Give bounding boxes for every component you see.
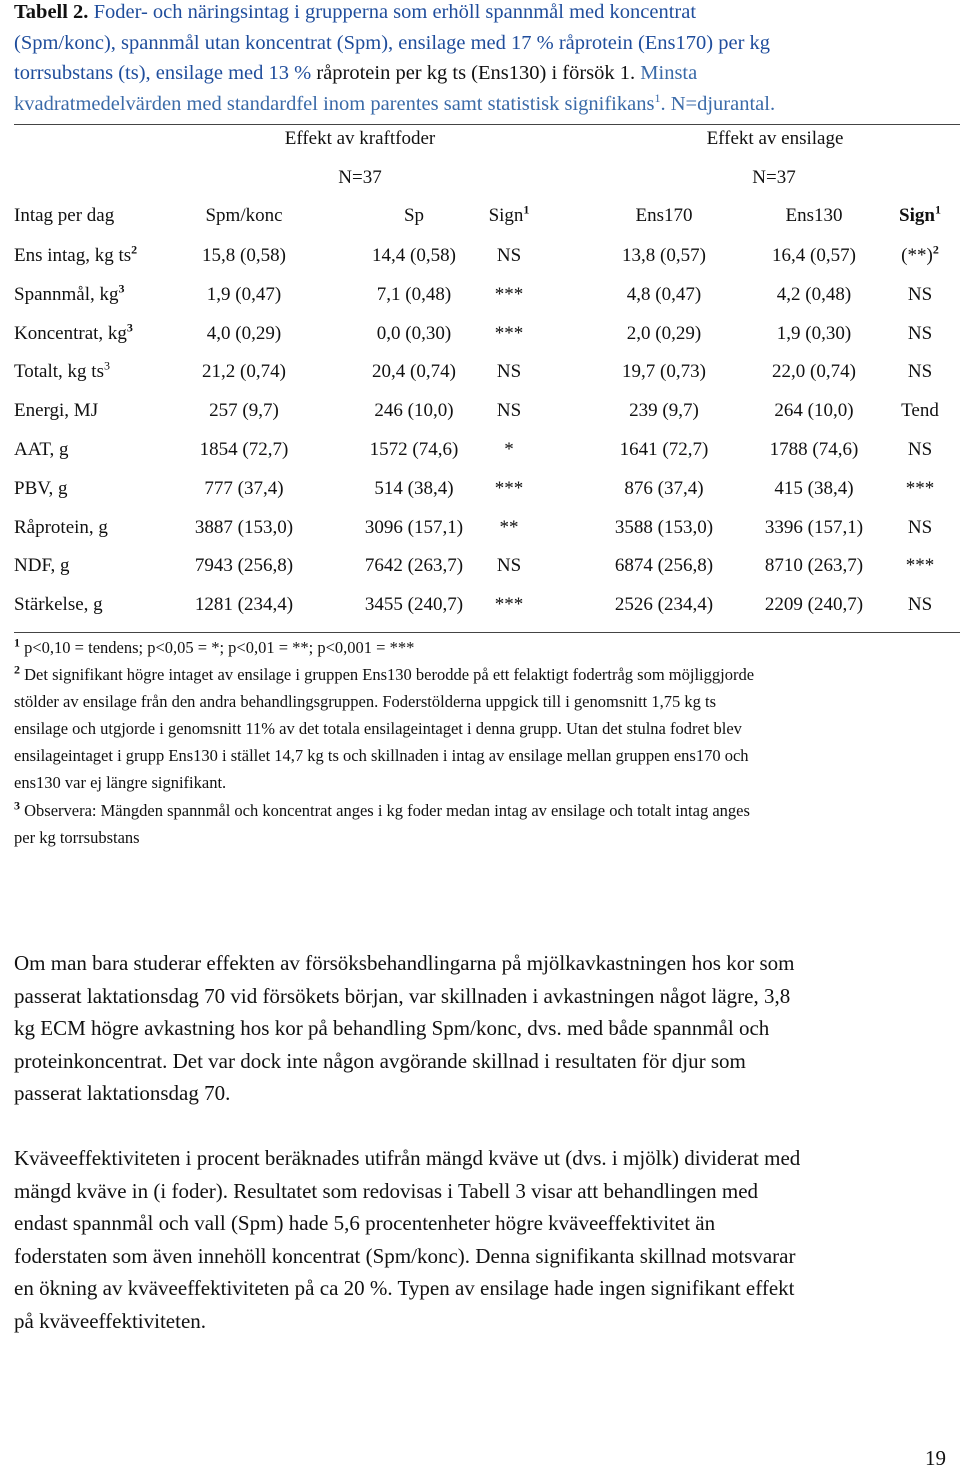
table-cell: 14,4 (0,58): [372, 245, 456, 266]
table-cell: NS: [907, 439, 933, 460]
table-cell: 2209 (240,7): [764, 594, 864, 616]
caption-sup: 1: [654, 90, 661, 105]
table-cell: 777 (37,4): [204, 477, 284, 499]
header-ens170: Ens170: [635, 205, 693, 226]
table-cell: ***: [905, 555, 935, 577]
table-cell: 21,2 (0,74): [202, 361, 286, 383]
table-cell: 0,0 (0,30): [376, 322, 452, 344]
table-cell: 16,4 (0,57): [772, 245, 856, 266]
footnote-3: $^3$ Observera: Mängden spannmål och koncentrat anges i kg foder medan intag av ensilage och totalt intag anges per kg torrsubstans: [14, 798, 750, 847]
table-cell: 1641 (72,7): [619, 439, 709, 460]
table-cell: NS: [496, 400, 522, 422]
row-label: Ens intag, kg $ts^2$: [14, 242, 138, 266]
table-cell: 7,1 (0,48): [376, 283, 452, 305]
table-cell: ***: [494, 477, 524, 499]
header-ens130: Ens130: [785, 205, 843, 226]
table-cell: 264 (10,0): [774, 400, 854, 422]
caption-line1: Foder- och näringsintag i grupperna som erhöll spannmål med koncentrat: [88, 1, 697, 23]
table-cell: 4,0 (0,29): [206, 322, 282, 344]
table-top-rule: [14, 124, 960, 125]
row-label: Totalt, kg $ts^3$: [14, 359, 110, 383]
table-row: [14, 439, 960, 469]
table-cell: NS: [907, 516, 933, 538]
table-cell: 514 (38,4): [374, 477, 454, 499]
table-cell: 15,8 (0,58): [202, 245, 286, 266]
header-sign-2: Sign$^1$: [899, 202, 941, 226]
paragraph-1: Om man bara studerar effekten av försöksbehandlingarna på mjölkavkastningen hos kor som passerat laktationsdag 70 vid försökets början, var skillnaden i avkastningen något lägre, 3,8 kg ECM högre avkastning hos kor på behandling Spm/konc, dvs. med både spannmål och proteinkoncentrat. Det var dock inte någon avgörande skillnad i resultaten för djur som passerat laktationsdag 70.: [14, 951, 795, 1105]
caption-line4: kvadratmedelvärden med standardfel inom parentes samt statistisk signifikans: [14, 92, 655, 115]
table-cell: NS: [907, 361, 933, 383]
table-cell: 246 (10,0): [374, 400, 454, 422]
table-cell: 8710 (263,7): [764, 555, 864, 577]
table-cell: ***: [494, 283, 524, 305]
table-row: [14, 320, 960, 353]
table-cell: ***: [905, 477, 935, 499]
table-row: [14, 517, 960, 547]
row-label: AAT, g: [14, 439, 69, 460]
row-label: Energi, MJ: [14, 400, 99, 422]
row-label: NDF, g: [14, 555, 70, 577]
table-cell: 876 (37,4): [624, 477, 704, 499]
group-header-ensilage: Effekt av ensilage: [706, 128, 844, 149]
table-cell: 1,9 (0,30): [776, 322, 852, 344]
table-row: [14, 555, 960, 585]
table-cell: NS: [907, 594, 933, 616]
footnote-2: $^2$ Det signifikant högre intaget av ensilage i gruppen Ens130 berodde på ett felaktigt fodertråg som möjliggjorde stölder av ensilage från den andra behandlingsgruppen. Foderstölderna uppgick till i genomsnitt 1,75 kg ts ensilage och utgjorde i genomsnitt 11% av det totala ensilageintaget i denna grupp. Utan det stulna fodret blev ensilageintaget i grupp Ens130 i stället 14,7 kg ts och skillnaden i intag av ensilage mellan gruppen ens170 och ens130 var ej längre signifikant.: [14, 662, 755, 792]
table-cell: NS: [496, 555, 522, 577]
table-cell: 2,0 (0,29): [626, 322, 702, 344]
table-cell: 13,8 (0,57): [622, 245, 706, 266]
table-cell: NS: [907, 322, 933, 344]
table-cell: **: [499, 516, 519, 538]
group-n-ensilage: N=37: [752, 167, 796, 188]
table-header-row: [14, 202, 960, 235]
table-cell: 4,8 (0,47): [626, 283, 702, 305]
table-cell: NS: [496, 245, 522, 266]
caption-line3b: råprotein per kg ts (Ens130) i försök 1.: [316, 62, 636, 84]
table-cell: 1572 (74,6): [369, 439, 459, 460]
caption-line3c: Minsta: [635, 62, 698, 84]
table-cell: 2526 (234,4): [614, 594, 714, 616]
header-sp: Sp: [403, 205, 425, 226]
header-intag: Intag per dag: [14, 205, 115, 226]
table-cell: 1281 (234,4): [194, 594, 294, 616]
caption-line2: (Spm/konc), spannmål utan koncentrat (Spm), ensilage med 17 % råprotein (Ens170) per kg: [14, 31, 771, 54]
table-cell: 257 (9,7): [209, 400, 279, 422]
table-row: [14, 242, 960, 275]
table-cell: NS: [496, 361, 522, 383]
page-number: 19: [925, 1446, 946, 1470]
header-spm-konc: Spm/konc: [205, 205, 283, 226]
table-row: [14, 361, 960, 391]
table-cell: *: [504, 439, 514, 460]
footnote-1-text: p<0,10 = tendens; p<0,05 = *; p<0,01 = **; p<0,001 = ***: [24, 638, 415, 657]
table-cell: 1,9 (0,47): [206, 283, 282, 305]
table-bottom-rule: [14, 632, 960, 633]
table-cell: 3887 (153,0): [194, 516, 294, 538]
group-header-kraftfoder: Effekt av kraftfoder: [284, 128, 436, 149]
row-label: Koncentrat, $kg^3$: [14, 320, 133, 344]
table-cell: 19,7 (0,73): [622, 361, 706, 383]
table-cell: ***: [494, 322, 524, 344]
table-cell: 3096 (157,1): [364, 516, 464, 538]
table-cell: $(**)^2$: [901, 242, 939, 266]
table-cell: 1854 (72,7): [199, 439, 289, 460]
table-row: [14, 478, 960, 508]
table-cell: 20,4 (0,74): [372, 361, 456, 383]
caption-line3a: torrsubstans (ts), ensilage med 13 %: [14, 62, 317, 84]
row-label: Spannmål, $kg^3$: [14, 281, 125, 305]
table-caption: [14, 0, 954, 119]
table-cell: Tend: [901, 400, 939, 422]
table-cell: 1788 (74,6): [769, 439, 859, 460]
table-row: [14, 400, 960, 430]
table-cell: 415 (38,4): [774, 477, 854, 499]
table-cell: 3455 (240,7): [364, 594, 464, 616]
table-cell: ***: [494, 594, 524, 616]
table-cell: 7642 (263,7): [364, 555, 464, 577]
table-cell: 4,2 (0,48): [776, 283, 852, 305]
table-cell: 22,0 (0,74): [772, 361, 856, 383]
caption-label: Tabell 2.: [14, 1, 89, 23]
table-cell: 239 (9,7): [629, 400, 699, 422]
table-row: [14, 594, 960, 624]
table-cell: 6874 (256,8): [614, 555, 714, 577]
paragraph-2: Kväveeffektiviteten i procent beräknades utifrån mängd kväve ut (dvs. i mjölk) dividerat med mängd kväve in (i foder). Resultatet som redovisas i Tabell 3 visar att behandlingen med endast spannmål och vall (Spm) hade 5,6 procentenheter högre kväveeffektivitet än foderstaten som även innehöll koncentrat (Spm/konc). Denna signifikanta skillnad motsvarar en ökning av kväveeffektiviteten på ca 20 %. Typen av ensilage hade ingen signifikant effekt på kväveeffektiviteten.: [14, 1146, 801, 1333]
table-cell: 3588 (153,0): [614, 516, 714, 538]
group-n-kraftfoder: N=37: [338, 167, 382, 188]
caption-line4-end: . N=djurantal.: [660, 92, 776, 115]
table-cell: NS: [907, 283, 933, 305]
table-row: [14, 281, 960, 314]
table-cell: 7943 (256,8): [194, 555, 294, 577]
row-label: Stärkelse, g: [14, 594, 103, 616]
table-cell: 3396 (157,1): [764, 516, 864, 538]
row-label: PBV, g: [14, 477, 68, 499]
footnote-1: $^1$ p<0,10 = tendens; p<0,05 = *; p<0,01 = **; p<0,001 = ***: [14, 635, 415, 657]
row-label: Råprotein, g: [14, 516, 108, 538]
header-sign-1: Sign$^1$: [488, 202, 530, 226]
